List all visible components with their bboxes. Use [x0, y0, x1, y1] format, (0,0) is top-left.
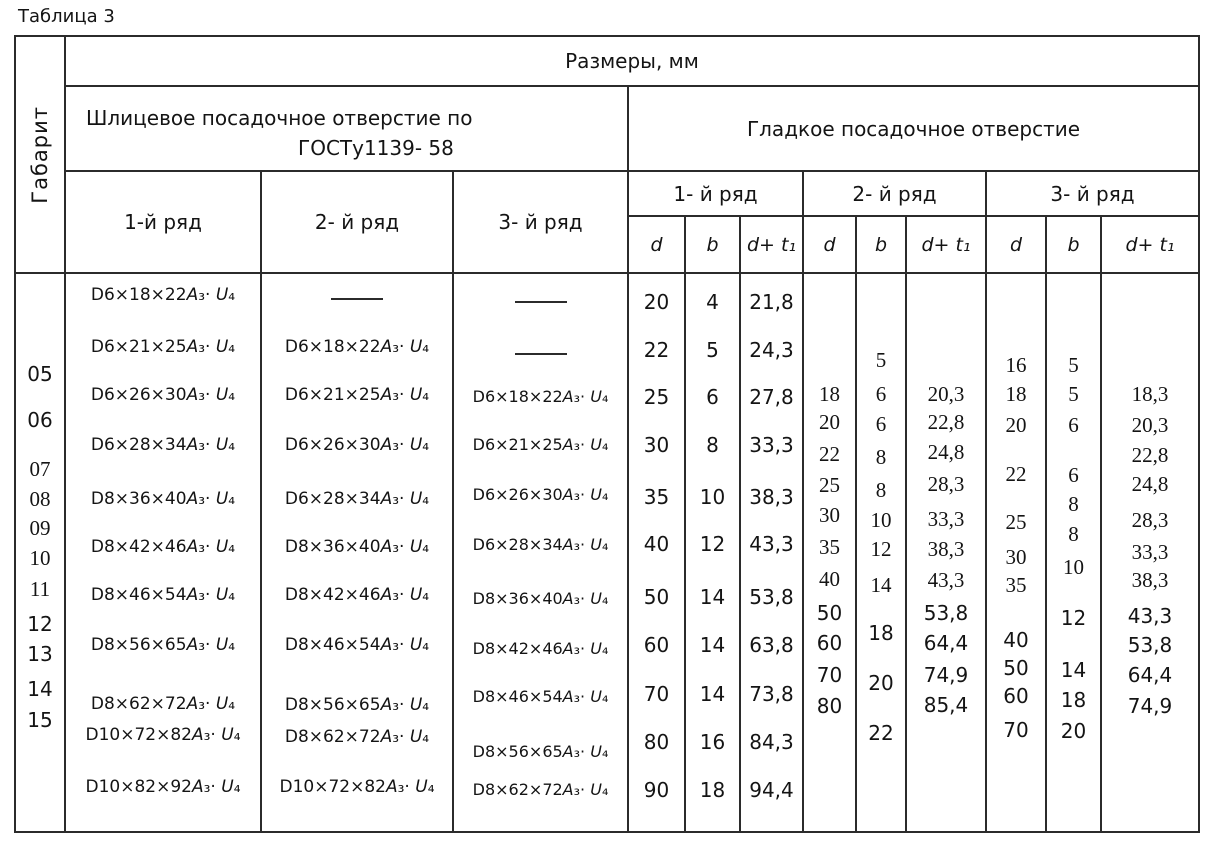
table-cell: 16 [1005, 353, 1027, 377]
subheader-d-2: d [804, 217, 857, 274]
table-cell: 35 [643, 485, 670, 509]
table-cell: 90 [643, 778, 670, 802]
table-cell: 10 [29, 546, 51, 570]
column-spline-row3 [454, 274, 629, 831]
table-cell: 8 [875, 478, 887, 502]
table-cell: 18 [1060, 688, 1087, 712]
table-cell: 14 [699, 633, 726, 657]
dimensions-table [14, 35, 1200, 833]
table-cell: 8 [1068, 522, 1079, 546]
table-cell: 18 [868, 621, 894, 645]
dash-line [331, 298, 383, 300]
subheader-b-3: b [1047, 217, 1102, 274]
table-cell: 43,3 [1127, 604, 1173, 628]
table-cell: 80 [816, 694, 843, 718]
table-cell: 73,8 [749, 682, 794, 706]
table-cell: 74,9 [923, 663, 969, 687]
table-cell: D8×46×54A₃· U₄ [284, 635, 430, 655]
subheader-d-3: d [987, 217, 1047, 274]
table-cell: 63,8 [749, 633, 794, 657]
header-spline-section [66, 87, 629, 172]
table-cell: 20,3 [1131, 413, 1169, 437]
table-cell: 84,3 [749, 730, 794, 754]
gabarit-label: Габарит [28, 105, 52, 204]
column-smooth2-dt [907, 274, 987, 831]
column-smooth3-dt [1102, 274, 1198, 831]
header-sizes [66, 37, 1198, 87]
table-cell: 33,3 [749, 433, 794, 457]
table-cell: 53,8 [923, 601, 969, 625]
column-gabarit [16, 274, 66, 831]
table-cell: D6×18×22A₃· U₄ [284, 337, 430, 357]
table-cell: D6×21×25A₃· U₄ [472, 435, 609, 454]
sizes-label: Размеры, мм [565, 49, 699, 73]
table-cell: D6×28×34A₃· U₄ [90, 435, 236, 455]
subheader-b-1: b [686, 217, 741, 274]
table-cell: 74,9 [1127, 694, 1173, 718]
subheader-dt-2: d+ t₁ [907, 217, 987, 274]
table-cell: 15 [27, 708, 53, 732]
table-cell: 70 [816, 663, 843, 687]
table-cell: 12 [870, 537, 892, 561]
table-cell: 20 [819, 410, 840, 434]
table-cell: 22 [819, 442, 840, 466]
table-cell: 35 [1005, 573, 1027, 597]
column-smooth3-b [1047, 274, 1102, 831]
table-cell: 16 [699, 730, 726, 754]
table-cell: D8×56×65A₃· U₄ [284, 695, 430, 715]
table-cell: 43,3 [927, 568, 965, 592]
table-cell: 6 [1068, 413, 1079, 437]
table-cell: D8×46×54A₃· U₄ [90, 585, 236, 605]
table-cell: 06 [27, 408, 53, 432]
table-cell: 14 [1060, 658, 1087, 682]
column-smooth2-b [857, 274, 907, 831]
table-cell: 24,8 [1131, 472, 1169, 496]
subheader-b-2: b [857, 217, 907, 274]
table-cell: 20 [1060, 719, 1087, 743]
table-cell: 25 [643, 385, 670, 409]
table-cell: 60 [816, 631, 843, 655]
table-cell: 30 [643, 433, 670, 457]
table-cell: 38,3 [749, 485, 794, 509]
table-cell: 5 [1068, 382, 1079, 406]
table-cell: 21,8 [749, 290, 794, 314]
table-cell: 18 [699, 778, 726, 802]
table-cell: 10 [699, 485, 726, 509]
table-cell: 40 [643, 532, 670, 556]
table-cell: 12 [27, 612, 53, 636]
table-cell: D6×26×30A₃· U₄ [90, 385, 236, 405]
smooth-row1-label: 1- й ряд [673, 181, 758, 206]
smooth-row3-label: 3- й ряд [1050, 181, 1135, 206]
table-cell: 20 [643, 290, 670, 314]
table-cell: 07 [29, 457, 51, 481]
smooth-section-label: Гладкое посадочное отверстие [746, 116, 1081, 141]
table-cell: 60 [643, 633, 670, 657]
table-cell: 18,3 [1131, 382, 1169, 406]
table-cell: 30 [819, 503, 840, 527]
table-cell: D8×36×40A₃· U₄ [472, 589, 609, 608]
table-cell: D8×56×65A₃· U₄ [472, 742, 609, 761]
table-cell: 6 [875, 382, 887, 406]
table-cell: 10 [870, 508, 892, 532]
table-cell: 53,8 [749, 585, 794, 609]
table-cell: 8 [1068, 492, 1079, 516]
table-cell: D8×42×46A₃· U₄ [90, 537, 236, 557]
table-cell: D8×36×40A₃· U₄ [90, 489, 236, 509]
spline-row1-label: 1-й ряд [124, 210, 202, 234]
table-cell: 80 [643, 730, 670, 754]
table-cell: D8×62×72A₃· U₄ [472, 780, 609, 799]
table-cell: 4 [706, 290, 719, 314]
subheader-d-1: d [629, 217, 686, 274]
table-cell: 8 [875, 445, 887, 469]
table-cell: 70 [643, 682, 670, 706]
spline-section-line2: ГОСТу1139- 58 [298, 136, 454, 160]
table-cell: 50 [1003, 656, 1029, 680]
table-cell: 6 [706, 385, 719, 409]
table-cell: 43,3 [749, 532, 794, 556]
header-smooth-row-2 [804, 172, 987, 217]
table-cell: D8×56×65A₃· U₄ [90, 635, 236, 655]
subheader-dt-3: d+ t₁ [1102, 217, 1198, 274]
table-cell: 35 [819, 535, 840, 559]
table-cell: 50 [643, 585, 670, 609]
table-cell: 11 [29, 577, 51, 601]
table-cell: D8×46×54A₃· U₄ [472, 687, 609, 706]
table-cell: 38,3 [1131, 568, 1169, 592]
header-spline-row-1 [66, 172, 262, 274]
header-smooth-row-3 [987, 172, 1198, 217]
dash-line [515, 301, 567, 303]
table-cell: 13 [27, 642, 53, 666]
empty-dash-cell [454, 338, 627, 360]
table-cell: 50 [816, 601, 843, 625]
table-cell: 18 [819, 382, 840, 406]
table-cell: D6×26×30A₃· U₄ [284, 435, 430, 455]
table-cell: 30 [1005, 545, 1027, 569]
table-caption: Таблица 3 [18, 6, 115, 27]
table-cell: 40 [1003, 628, 1029, 652]
spline-row2-label: 2- й ряд [314, 210, 400, 234]
empty-dash-cell [454, 286, 627, 308]
table-cell: 6 [1068, 463, 1079, 487]
table-cell: 94,4 [749, 778, 794, 802]
table-cell: 22 [643, 338, 670, 362]
column-smooth1-dt [741, 274, 804, 831]
table-cell: 5 [875, 348, 887, 372]
table-cell: 12 [1060, 606, 1087, 630]
table-cell: 22 [1005, 462, 1027, 486]
table-cell: D6×28×34A₃· U₄ [472, 535, 609, 554]
table-cell: 20 [868, 671, 894, 695]
table-cell: 6 [875, 412, 887, 436]
table-cell: 25 [819, 473, 840, 497]
header-spline-row-2 [262, 172, 454, 274]
table-cell: D10×82×92A₃· U₄ [85, 777, 241, 797]
table-cell: D6×18×22A₃· U₄ [472, 387, 609, 406]
table-cell: 09 [29, 516, 51, 540]
table-cell: D8×42×46A₃· U₄ [284, 585, 430, 605]
table-cell: 05 [27, 362, 53, 386]
table-cell: 14 [27, 677, 53, 701]
table-cell: 24,8 [927, 440, 965, 464]
column-smooth3-d [987, 274, 1047, 831]
table-cell: D8×62×72A₃· U₄ [90, 694, 236, 714]
table-cell: 08 [29, 487, 51, 511]
table-cell: 18 [1005, 382, 1027, 406]
column-spline-row2 [262, 274, 454, 831]
table-cell: 22 [868, 721, 894, 745]
table-cell: 20,3 [927, 382, 965, 406]
table-cell: 14 [870, 573, 892, 597]
table-cell: 22,8 [1131, 443, 1169, 467]
table-cell: D10×72×82A₃· U₄ [279, 777, 435, 797]
table-cell: 5 [706, 338, 719, 362]
column-smooth2-d [804, 274, 857, 831]
header-smooth-section [629, 87, 1198, 172]
table-cell: 14 [699, 585, 726, 609]
table-cell: 5 [1068, 353, 1079, 377]
table-cell: 70 [1003, 718, 1029, 742]
table-cell: 64,4 [1127, 663, 1173, 687]
table-cell: 14 [699, 682, 726, 706]
dash-line [515, 353, 567, 355]
column-smooth1-d [629, 274, 686, 831]
spline-row3-label: 3- й ряд [498, 210, 583, 234]
column-smooth1-b [686, 274, 741, 831]
table-cell: D6×21×25A₃· U₄ [90, 337, 236, 357]
table-cell: 40 [819, 567, 840, 591]
table-cell: D6×28×34A₃· U₄ [284, 489, 430, 509]
table-cell: D8×36×40A₃· U₄ [284, 537, 430, 557]
empty-dash-cell [262, 284, 452, 306]
table-cell: 27,8 [749, 385, 794, 409]
table-cell: D8×62×72A₃· U₄ [284, 727, 430, 747]
table-cell: 33,3 [1131, 540, 1169, 564]
spline-section-line1: Шлицевое посадочное отверстие по [86, 106, 473, 130]
table-cell: 64,4 [923, 631, 969, 655]
table-cell: 25 [1005, 510, 1027, 534]
header-spline-row-3 [454, 172, 629, 274]
table-cell: 12 [699, 532, 726, 556]
table-cell: 24,3 [749, 338, 794, 362]
table-cell: D6×21×25A₃· U₄ [284, 385, 430, 405]
column-spline-row1 [66, 274, 262, 831]
table-cell: D10×72×82A₃· U₄ [85, 725, 241, 745]
table-cell: 28,3 [1131, 508, 1169, 532]
header-smooth-row-1 [629, 172, 804, 217]
table-cell: 8 [706, 433, 719, 457]
table-cell: 85,4 [923, 693, 969, 717]
table-cell: 20 [1005, 413, 1027, 437]
header-gabarit [16, 37, 66, 274]
table-cell: D8×42×46A₃· U₄ [472, 639, 609, 658]
table-cell: 38,3 [927, 537, 965, 561]
subheader-dt-1: d+ t₁ [741, 217, 804, 274]
table-cell: D6×18×22A₃· U₄ [90, 285, 236, 305]
smooth-row2-label: 2- й ряд [852, 181, 937, 206]
table-cell: 33,3 [927, 507, 965, 531]
table-cell: 60 [1003, 684, 1029, 708]
table-cell: D6×26×30A₃· U₄ [472, 485, 609, 504]
table-cell: 22,8 [927, 410, 965, 434]
table-cell: 10 [1063, 555, 1084, 579]
table-cell: 53,8 [1127, 633, 1173, 657]
table-cell: 28,3 [927, 472, 965, 496]
